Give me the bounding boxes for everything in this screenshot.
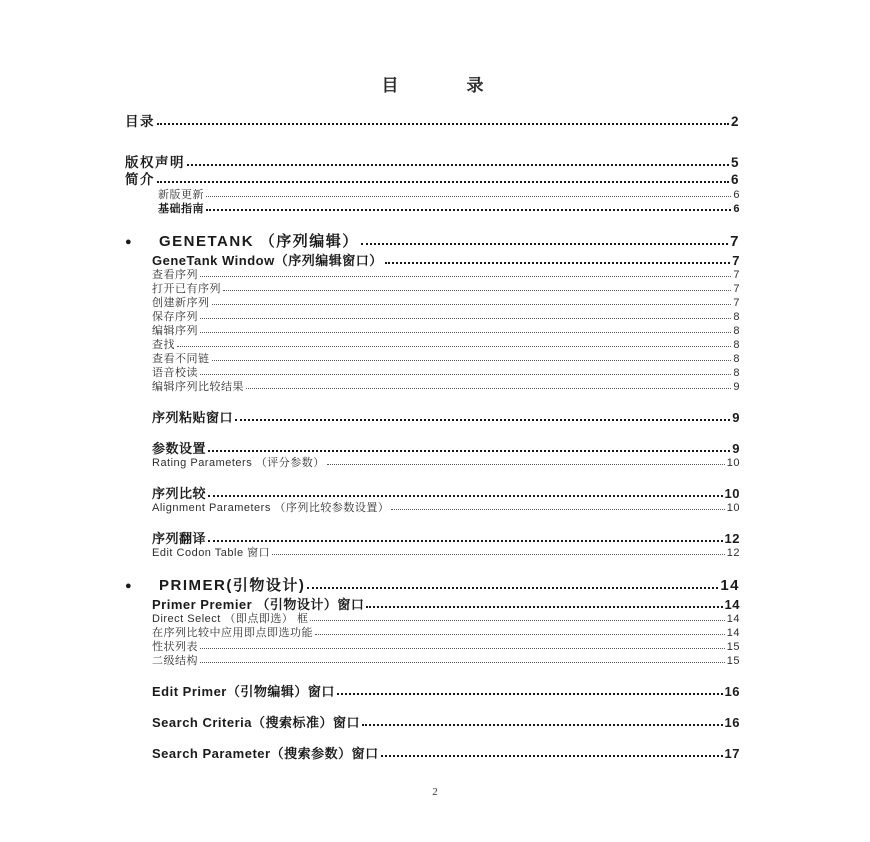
toc-entry-page: 7 (730, 233, 740, 250)
footer-page-number: 2 (432, 786, 438, 798)
toc-entry[interactable] (125, 352, 740, 366)
toc-entry[interactable] (125, 380, 740, 394)
toc-entry[interactable] (125, 366, 740, 380)
dot-leader (381, 755, 723, 757)
toc-entry-page: 10 (726, 502, 740, 514)
toc-entry-label: Edit Codon Table 窗口 (152, 547, 271, 559)
toc-entry-label: Direct Select （即点即选） 框 (152, 613, 309, 625)
toc-entry-page: 14 (720, 577, 740, 594)
dot-leader (200, 332, 731, 333)
dot-leader (337, 693, 723, 695)
dot-leader (187, 164, 729, 166)
dot-leader (223, 290, 731, 291)
toc-entry[interactable] (125, 501, 740, 515)
dot-leader (208, 495, 723, 497)
toc-entry[interactable] (125, 282, 740, 296)
dot-leader (208, 540, 723, 542)
toc-entry-page: 8 (733, 325, 740, 337)
dot-leader (177, 346, 731, 347)
toc-entry-page: 8 (733, 367, 740, 379)
dot-leader (157, 123, 729, 125)
toc-entry-label: Rating Parameters （评分参数） (152, 457, 325, 469)
toc-entry[interactable] (125, 715, 740, 730)
toc-entry-page: 12 (724, 531, 740, 546)
toc-entry[interactable] (125, 684, 740, 699)
toc-entry-label: 在序列比较中应用即点即选功能 (152, 627, 313, 639)
toc-entry[interactable] (125, 154, 740, 171)
dot-leader (208, 450, 730, 452)
dot-leader (385, 262, 731, 264)
toc-entry-page: 14 (726, 613, 740, 625)
toc-entry[interactable] (125, 232, 740, 253)
toc-entry-page: 7 (733, 297, 740, 309)
toc-entry-page: 8 (733, 311, 740, 323)
toc-entry-page: 6 (730, 172, 740, 187)
toc-entry-label: 查看序列 (152, 269, 198, 281)
toc-entry[interactable] (125, 253, 740, 268)
toc-entry-label: Search Parameter（搜索参数）窗口 (152, 746, 379, 761)
toc-entry-page: 7 (733, 269, 740, 281)
toc-entry-page: 2 (730, 114, 740, 129)
toc-entry-label: Primer Premier （引物设计）窗口 (152, 597, 365, 612)
dot-leader (200, 276, 731, 277)
dot-leader (212, 360, 732, 361)
toc-entry-page: 9 (732, 410, 740, 425)
toc-entry[interactable] (125, 441, 740, 456)
toc-entry[interactable] (125, 171, 740, 188)
toc-entry[interactable] (125, 597, 740, 612)
toc-entry[interactable] (125, 310, 740, 324)
toc-entry-page: 7 (732, 253, 740, 268)
dot-leader (362, 724, 723, 726)
bullet-icon: ● (125, 236, 132, 248)
dot-leader (272, 554, 725, 555)
toc-entry-label: GENETANK （序列编辑） (159, 233, 359, 250)
toc-entry-label: 查看不同链 (152, 353, 210, 365)
toc-entry-page: 17 (724, 746, 740, 761)
dot-leader (315, 634, 725, 635)
toc-entry-page: 5 (730, 155, 740, 170)
toc-entry-label: 序列粘贴窗口 (152, 410, 234, 425)
toc-entry-label: 目录 (125, 114, 155, 129)
toc-entry-page: 16 (724, 715, 740, 730)
toc-entry-label: PRIMER(引物设计) (159, 577, 306, 594)
dot-leader (157, 181, 729, 183)
dot-leader (200, 662, 725, 663)
toc-entry-label: Edit Primer（引物编辑）窗口 (152, 684, 335, 699)
toc-entry-page: 15 (726, 641, 740, 653)
toc-entry-page: 14 (726, 627, 740, 639)
toc-entry[interactable] (125, 546, 740, 560)
toc-entry[interactable] (125, 202, 740, 216)
toc-entry-label: 二级结构 (152, 655, 198, 667)
toc-entry[interactable] (125, 113, 740, 130)
toc-entry-label: 新版更新 (158, 189, 204, 201)
toc-entry[interactable] (125, 486, 740, 501)
toc-entry-label: GeneTank Window（序列编辑窗口） (152, 253, 383, 268)
toc-entry-page: 10 (724, 486, 740, 501)
toc-entry[interactable] (125, 626, 740, 640)
dot-leader (327, 464, 725, 465)
bullet-icon: ● (125, 580, 132, 592)
dot-leader (366, 606, 722, 608)
toc-entry[interactable] (125, 268, 740, 282)
toc-entry[interactable] (125, 612, 740, 626)
toc-entry-page: 16 (724, 684, 740, 699)
toc-entry-page: 8 (733, 339, 740, 351)
toc-entry-page: 6 (733, 189, 740, 201)
toc-entry[interactable] (125, 576, 740, 597)
toc-entry-label: 参数设置 (152, 441, 207, 456)
dot-leader (206, 209, 731, 211)
dot-leader (200, 318, 731, 319)
dot-leader (235, 419, 730, 421)
toc-entry[interactable] (125, 456, 740, 470)
toc-entry[interactable] (125, 531, 740, 546)
dot-leader (200, 374, 731, 375)
toc-entry[interactable] (125, 338, 740, 352)
toc-entry[interactable] (125, 640, 740, 654)
toc-entry[interactable] (125, 324, 740, 338)
toc-entry-page: 12 (726, 547, 740, 559)
toc-entry-page: 9 (733, 381, 740, 393)
toc-entry-label: 查找 (152, 339, 175, 351)
toc-entry-label: 基础指南 (158, 203, 204, 215)
dot-leader (361, 243, 728, 245)
dot-leader (391, 509, 724, 510)
toc-entry-label: 序列比较 (152, 486, 207, 501)
toc-entry[interactable] (125, 410, 740, 425)
toc-entry-page: 7 (733, 283, 740, 295)
toc-entry-label: 版权声明 (125, 155, 185, 170)
toc-content (125, 0, 740, 761)
toc-entry-page: 6 (733, 203, 740, 215)
toc-entry[interactable] (125, 188, 740, 202)
dot-leader (246, 388, 731, 389)
toc-entry-label: Search Criteria（搜索标准）窗口 (152, 715, 360, 730)
toc-entry[interactable] (125, 746, 740, 761)
toc-entry-label: Alignment Parameters （序列比较参数设置） (152, 502, 390, 514)
toc-entry-page: 10 (726, 457, 740, 469)
toc-entry-label: 简介 (125, 172, 155, 187)
toc-entry-page: 15 (726, 655, 740, 667)
toc-entry[interactable] (125, 296, 740, 310)
toc-entry-label: 性状列表 (152, 641, 198, 653)
dot-leader (200, 648, 725, 649)
toc-entry-label: 编辑序列 (152, 325, 198, 337)
toc-entry-page: 14 (724, 597, 740, 612)
dot-leader (212, 304, 732, 305)
toc-entry-label: 打开已有序列 (152, 283, 221, 295)
toc-entry-label: 语音校读 (152, 367, 198, 379)
toc-entry-label: 创建新序列 (152, 297, 210, 309)
dot-leader (307, 587, 718, 589)
page-title: 目 录 (381, 76, 484, 95)
toc-entry-label: 编辑序列比较结果 (152, 381, 244, 393)
toc-entry-label: 保存序列 (152, 311, 198, 323)
dot-leader (310, 620, 724, 621)
toc-list (125, 113, 740, 761)
dot-leader (206, 196, 731, 197)
toc-entry-label: 序列翻译 (152, 531, 207, 546)
toc-entry-page: 8 (733, 353, 740, 365)
toc-entry-page: 9 (732, 441, 740, 456)
toc-entry[interactable] (125, 654, 740, 668)
